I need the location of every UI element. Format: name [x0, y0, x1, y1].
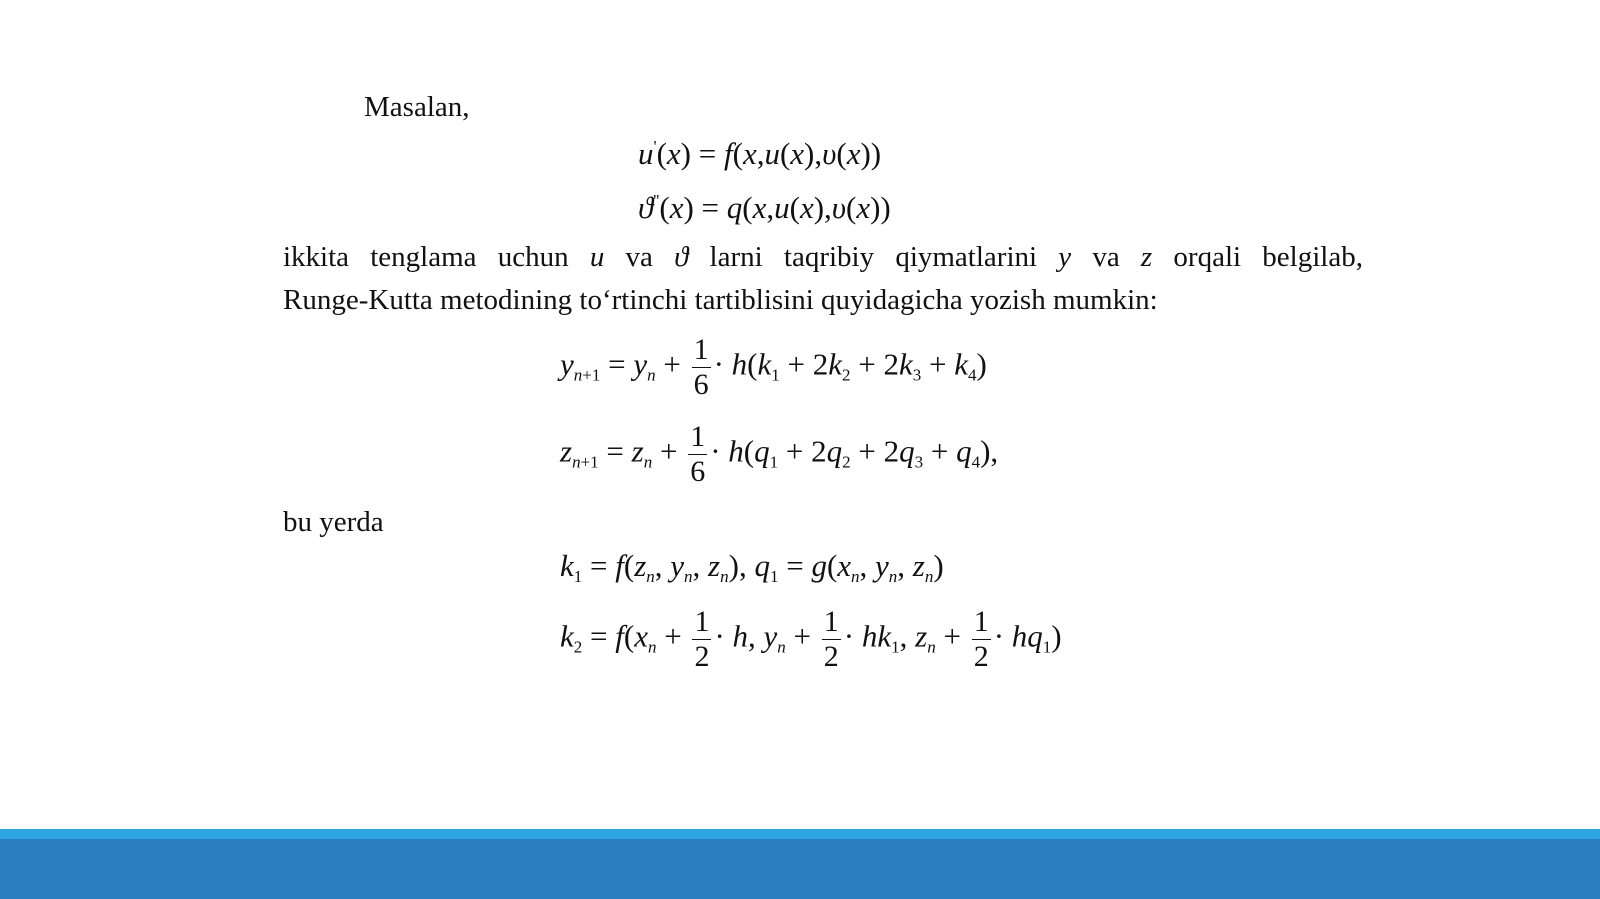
- para-word: u: [589, 241, 605, 273]
- equation-k1-q1: $k_1 = f(z_n$, $y_n$, $z_n$), $q_1 = g(x_n$, $y_n$, $z_n$): [560, 548, 944, 586]
- para-word: va: [625, 241, 653, 273]
- equation-z-next: $z_{n+1} = z_n$ + $\frac{1}{6}$ · $h(q_1 + 2q_2 + 2q_3 + q_4)$,: [560, 420, 999, 488]
- equation-theta-double-prime: ϑ''(x) = q(x,u(x),υ(x)): [638, 190, 891, 225]
- equation-y-next: $y_{n+1} = y_n$ + $\frac{1}{6}$ · $h(k_1 + 2k_2 + 2k_3 + k_4)$: [560, 333, 987, 401]
- bu-yerda-text: bu yerda: [283, 506, 384, 538]
- equation-k2: $k_2 = f(x_n$ + $\frac{1}{2}$ · h, $y_n$ + $\frac{1}{2}$ · $hk_1$, $z_n$ + $\frac{1}{2}$ · $hq_1$): [560, 605, 1062, 673]
- para-word: orqali: [1173, 241, 1242, 273]
- paragraph-line-2: Runge-Kutta metodining to‘rtinchi tartiblisini quyidagicha yozish mumkin:: [283, 284, 1158, 316]
- paragraph-line-1: [283, 240, 1363, 274]
- para-word: va: [1092, 241, 1120, 273]
- para-word: qiymatlarini: [895, 241, 1038, 273]
- para-word: z: [1140, 241, 1153, 273]
- para-word: larni: [709, 241, 763, 273]
- equation-u-prime: u'(x) = f(x,u(x),υ(x)): [638, 136, 882, 171]
- para-word: taqribiy: [783, 241, 875, 273]
- para-word: tenglama: [370, 241, 477, 273]
- intro-text: Masalan,: [364, 91, 470, 123]
- para-word: ϑ: [674, 241, 689, 273]
- footer-stripe: [0, 829, 1600, 839]
- para-word: belgilab,: [1262, 241, 1363, 273]
- para-word: uchun: [497, 241, 569, 273]
- para-word: ikkita: [283, 241, 350, 273]
- para-word: y: [1058, 241, 1072, 273]
- footer-bar: [0, 839, 1600, 899]
